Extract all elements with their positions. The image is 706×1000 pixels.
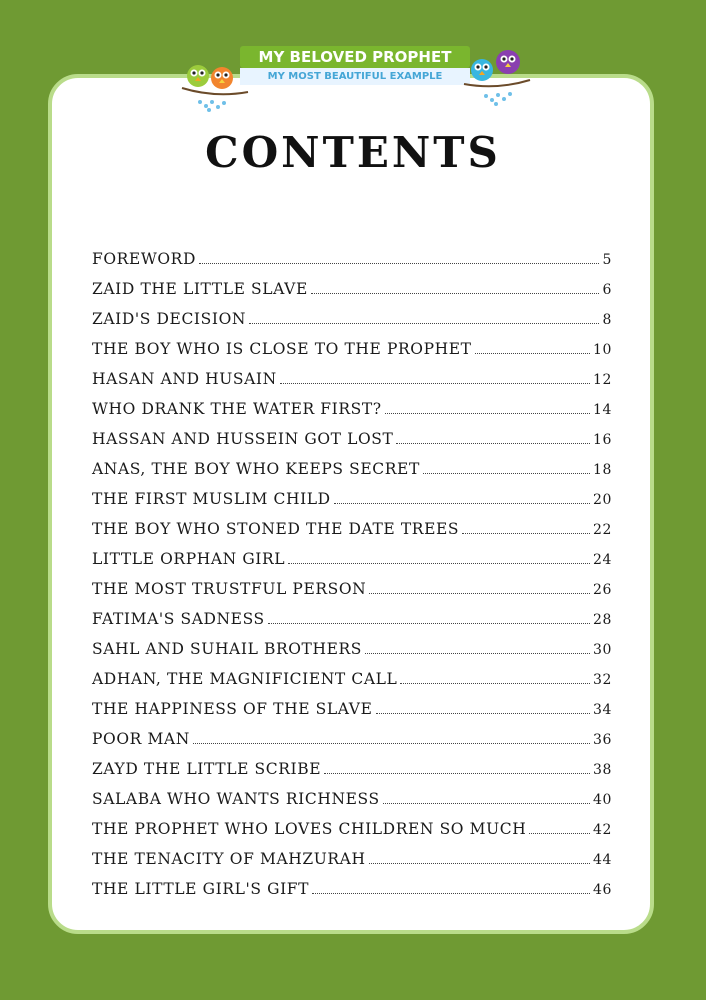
table-of-contents (92, 244, 612, 904)
toc-entry[interactable] (92, 754, 612, 784)
toc-entry[interactable] (92, 574, 612, 604)
toc-leader-dots (312, 892, 590, 894)
toc-entry[interactable] (92, 694, 612, 724)
toc-entry-page: 28 (592, 612, 612, 628)
toc-entry-title: ZAYD THE LITTLE SCRIBE (92, 760, 322, 778)
toc-entry-title: HASAN AND HUSAIN (92, 370, 277, 388)
toc-leader-dots (365, 652, 590, 654)
toc-entry-page: 22 (592, 522, 612, 538)
toc-entry-title: THE MOST TRUSTFUL PERSON (92, 580, 367, 598)
series-title: MY BELOVED PROPHET (240, 46, 470, 68)
toc-leader-dots (324, 772, 590, 774)
toc-entry-page: 32 (592, 672, 612, 688)
toc-entry-page: 5 (602, 252, 612, 268)
toc-entry-page: 46 (592, 882, 612, 898)
series-subtitle: MY MOST BEAUTIFUL EXAMPLE (240, 68, 470, 85)
toc-entry-page: 44 (592, 852, 612, 868)
toc-entry[interactable] (92, 604, 612, 634)
toc-entry-title: THE HAPPINESS OF THE SLAVE (92, 700, 373, 718)
toc-entry[interactable] (92, 394, 612, 424)
toc-entry-title: FATIMA'S SADNESS (92, 610, 265, 628)
toc-entry[interactable] (92, 514, 612, 544)
toc-leader-dots (369, 862, 590, 864)
toc-entry-title: ZAID'S DECISION (92, 310, 247, 328)
toc-entry[interactable] (92, 274, 612, 304)
toc-leader-dots (529, 832, 590, 834)
birds-on-branch-right-icon (462, 40, 532, 110)
toc-entry-title: THE PROPHET WHO LOVES CHILDREN SO MUCH (92, 820, 527, 838)
toc-entry[interactable] (92, 424, 612, 454)
toc-entry-title: POOR MAN (92, 730, 190, 748)
toc-entry-page: 12 (592, 372, 612, 388)
series-banner (180, 46, 530, 116)
toc-entry[interactable] (92, 874, 612, 904)
toc-entry[interactable] (92, 784, 612, 814)
toc-leader-dots (383, 802, 590, 804)
toc-entry[interactable] (92, 844, 612, 874)
toc-leader-dots (311, 292, 600, 294)
toc-entry-page: 8 (602, 312, 612, 328)
toc-entry[interactable] (92, 484, 612, 514)
page-title: CONTENTS (205, 128, 501, 177)
toc-entry-title: ZAID THE LITTLE SLAVE (92, 280, 308, 298)
toc-entry-page: 36 (592, 732, 612, 748)
toc-entry-title: THE TENACITY OF MAHZURAH (92, 850, 366, 868)
toc-leader-dots (199, 262, 600, 264)
toc-entry[interactable] (92, 334, 612, 364)
toc-entry[interactable] (92, 814, 612, 844)
toc-leader-dots (249, 322, 599, 324)
toc-leader-dots (280, 382, 590, 384)
toc-entry-page: 42 (592, 822, 612, 838)
toc-entry-page: 20 (592, 492, 612, 508)
toc-leader-dots (334, 502, 590, 504)
toc-entry[interactable] (92, 544, 612, 574)
toc-entry-page: 30 (592, 642, 612, 658)
toc-entry-page: 14 (592, 402, 612, 418)
toc-entry[interactable] (92, 364, 612, 394)
toc-leader-dots (385, 412, 590, 414)
toc-entry-title: LITTLE ORPHAN GIRL (92, 550, 286, 568)
toc-entry-title: SALABA WHO WANTS RICHNESS (92, 790, 380, 808)
toc-entry-page: 10 (592, 342, 612, 358)
toc-entry[interactable] (92, 664, 612, 694)
toc-leader-dots (423, 472, 590, 474)
toc-leader-dots (376, 712, 590, 714)
toc-leader-dots (475, 352, 590, 354)
toc-entry-page: 6 (602, 282, 612, 298)
toc-entry-page: 34 (592, 702, 612, 718)
toc-entry-title: HASSAN AND HUSSEIN GOT LOST (92, 430, 394, 448)
toc-entry-title: WHO DRANK THE WATER FIRST? (92, 400, 382, 418)
toc-entry[interactable] (92, 724, 612, 754)
toc-leader-dots (193, 742, 590, 744)
toc-entry-page: 26 (592, 582, 612, 598)
toc-leader-dots (396, 442, 590, 444)
toc-entry[interactable] (92, 454, 612, 484)
toc-leader-dots (268, 622, 590, 624)
toc-entry-page: 24 (592, 552, 612, 568)
toc-entry-page: 38 (592, 762, 612, 778)
toc-entry[interactable] (92, 244, 612, 274)
toc-entry-page: 16 (592, 432, 612, 448)
toc-entry-title: FOREWORD (92, 250, 196, 268)
toc-leader-dots (369, 592, 590, 594)
toc-entry-title: SAHL AND SUHAIL BROTHERS (92, 640, 363, 658)
toc-entry-title: THE BOY WHO STONED THE DATE TREES (92, 520, 460, 538)
toc-entry-page: 18 (592, 462, 612, 478)
toc-entry-page: 40 (592, 792, 612, 808)
toc-entry-title: THE FIRST MUSLIM CHILD (92, 490, 331, 508)
toc-entry[interactable] (92, 304, 612, 334)
toc-leader-dots (462, 532, 590, 534)
toc-leader-dots (288, 562, 590, 564)
toc-entry-title: THE BOY WHO IS CLOSE TO THE PROPHET (92, 340, 472, 358)
toc-leader-dots (400, 682, 590, 684)
toc-entry-title: ADHAN, THE MAGNIFICIENT CALL (92, 670, 398, 688)
toc-entry-title: THE LITTLE GIRL'S GIFT (92, 880, 310, 898)
toc-entry[interactable] (92, 634, 612, 664)
toc-entry-title: ANAS, THE BOY WHO KEEPS SECRET (92, 460, 420, 478)
